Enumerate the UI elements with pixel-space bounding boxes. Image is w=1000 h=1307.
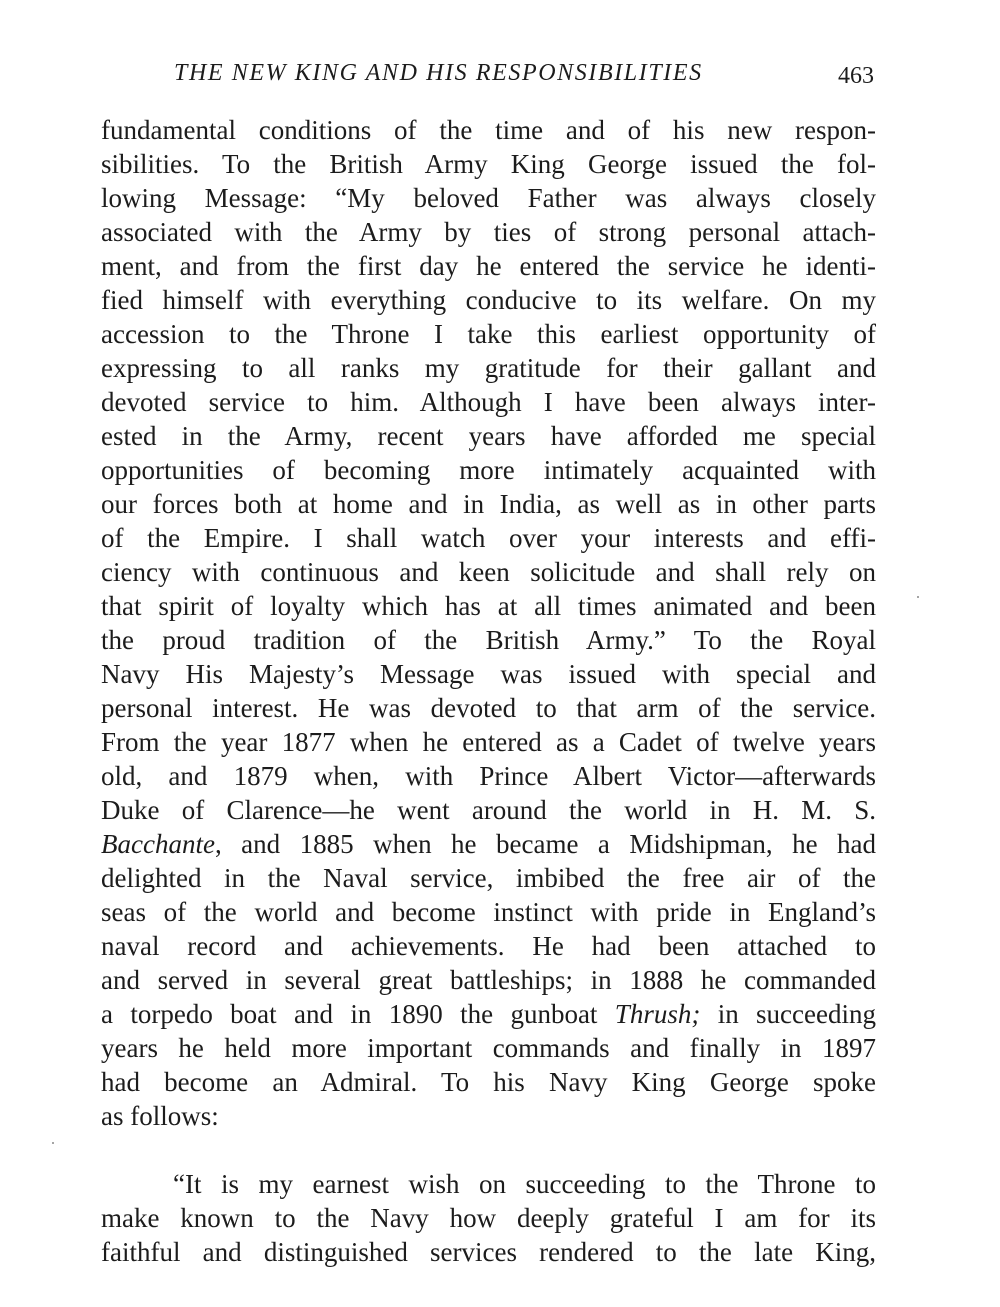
scan-speck	[52, 1142, 54, 1144]
text-line: expressing to all ranks my gratitude for their gallant and	[101, 353, 876, 383]
text-line: associated with the Army by ties of strong personal attach-	[101, 217, 876, 247]
text-line: Bacchante, and 1885 when he became a Midshipman, he had	[101, 829, 876, 859]
text-line: sibilities. To the British Army King George issued the fol-	[101, 149, 876, 179]
running-head	[100, 60, 876, 94]
page-number: 463	[838, 63, 874, 89]
text-line: delighted in the Naval service, imbibed the free air of the	[101, 863, 876, 893]
text-line: and served in several great battleships; in 1888 he commanded	[101, 965, 876, 995]
text-line: Navy His Majesty’s Message was issued with special and	[101, 659, 876, 689]
text-line: our forces both at home and in India, as well as in other parts	[101, 489, 876, 519]
text-line: accession to the Throne I take this earliest opportunity of	[101, 319, 876, 349]
text-line: naval record and achievements. He had been attached to	[101, 931, 876, 961]
text-line: fied himself with everything conducive to its welfare. On my	[101, 285, 876, 315]
text-line: fundamental conditions of the time and of his new respon-	[101, 115, 876, 145]
text-line: faithful and distinguished services rendered to the late King,	[101, 1237, 876, 1267]
text-line: of the Empire. I shall watch over your interests and effi-	[101, 523, 876, 553]
text-line: Duke of Clarence—he went around the world in H. M. S.	[101, 795, 876, 825]
text-line: seas of the world and become instinct with pride in England’s	[101, 897, 876, 927]
body-text	[101, 113, 876, 1269]
text-line: make known to the Navy how deeply grateful I am for its	[101, 1203, 876, 1233]
text-line: years he held more important commands and finally in 1897	[101, 1033, 876, 1063]
text-line: the proud tradition of the British Army.” To the Royal	[101, 625, 876, 655]
text-line: opportunities of becoming more intimately acquainted with	[101, 455, 876, 485]
text-line: devoted service to him. Although I have been always inter-	[101, 387, 876, 417]
text-line: ment, and from the first day he entered the service he identi-	[101, 251, 876, 281]
quotation-paragraph	[101, 1167, 876, 1269]
text-line: personal interest. He was devoted to that arm of the service.	[101, 693, 876, 723]
ship-name: Thrush;	[614, 999, 701, 1029]
paragraph-gap	[101, 1133, 876, 1167]
running-title: THE NEW KING AND HIS RESPONSIBILITIES	[174, 60, 703, 86]
scan-speck	[917, 596, 919, 598]
text-line: had become an Admiral. To his Navy King George spoke	[101, 1067, 876, 1097]
paragraph	[101, 113, 876, 1133]
text-line: that spirit of loyalty which has at all times animated and been	[101, 591, 876, 621]
text-line: as follows:	[101, 1101, 219, 1131]
text-line: a torpedo boat and in 1890 the gunboat Thrush; in succeeding	[101, 999, 876, 1029]
text-line: “It is my earnest wish on succeeding to the Throne to	[173, 1169, 876, 1199]
text-line: old, and 1879 when, with Prince Albert Victor—afterwards	[101, 761, 876, 791]
text-line: From the year 1877 when he entered as a Cadet of twelve years	[101, 727, 876, 757]
ship-name: Bacchante	[101, 829, 215, 859]
text-line: lowing Message: “My beloved Father was always closely	[101, 183, 876, 213]
text-line: ciency with continuous and keen solicitude and shall rely on	[101, 557, 876, 587]
text-line: ested in the Army, recent years have afforded me special	[101, 421, 876, 451]
